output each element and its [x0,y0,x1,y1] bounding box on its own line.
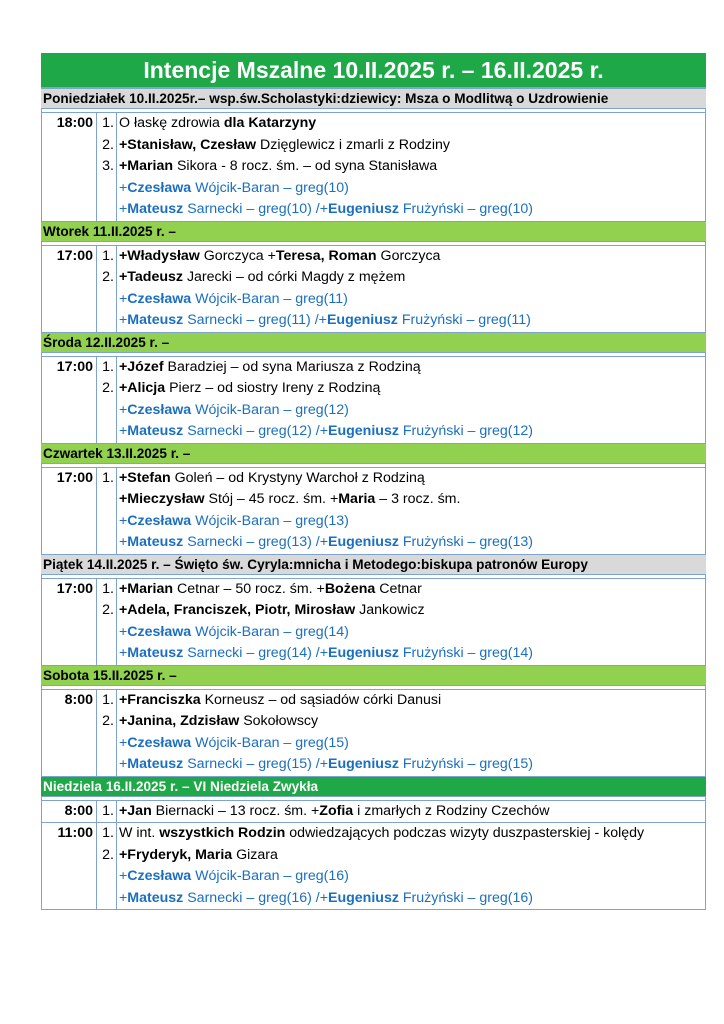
intention-row [42,289,705,311]
intention-text [117,622,705,644]
intention-name: Czesława [127,179,192,196]
intention-fragment: W int. [119,825,160,841]
intention-fragment: Gorczyca [376,247,441,264]
day-section [42,665,705,776]
intention-fragment: + [119,401,128,418]
intention-fragment: Jankowicz [355,602,425,618]
intention-fragment: Wójcik-Baran – greg(15) [191,734,349,751]
intention-number [97,400,117,422]
intention-name: Mateusz [127,534,184,550]
intention-text [117,156,705,178]
intention-name: Eugeniusz [326,312,398,328]
intention-name: +Adela, Franciszek, Piotr, Mirosław [119,602,356,618]
intention-number: 2. [97,378,117,400]
mass-time: 8:00 [42,690,97,712]
intention-name: +Stanisław, Czesław [119,136,257,153]
intention-number: 1. [97,113,117,135]
intention-text [117,754,705,776]
day-section [42,88,705,221]
intention-fragment: Wójcik-Baran – greg(12) [191,401,349,418]
intention-fragment: + [119,734,128,751]
day-section [42,443,705,554]
intention-name: Eugeniusz [328,423,399,439]
mass-time [42,866,97,888]
intention-fragment: Jarecki – od córki Magdy z mężem [183,269,406,285]
intention-fragment: Sarnecki – greg(11) /+ [183,312,327,328]
mass-time: 17:00 [42,357,97,379]
intention-fragment: + [119,868,128,884]
intention-fragment: Pierz – od siostry Ireny z Rodziną [165,380,381,396]
intention-number [97,511,117,533]
intention-text [117,199,705,221]
mass-time [42,643,97,665]
intention-text [117,135,705,157]
day-header: Sobota 15.II.2025 r. – [41,665,706,686]
intention-fragment: Gizara [232,846,278,863]
intention-row [42,823,705,845]
intention-text [117,845,705,867]
intention-name: +Jan [119,802,152,819]
mass-time [42,199,97,221]
mass-time [42,400,97,422]
intention-name: +Marian [119,158,174,174]
mass-block [42,245,705,332]
mass-time [42,135,97,157]
intention-fragment: Frużyński – greg(11) [397,312,531,328]
intention-row [42,400,705,422]
mass-block [42,356,705,443]
intention-name: Mateusz [127,889,184,906]
intention-row [42,845,705,867]
mass-time [42,156,97,178]
intention-row [42,532,705,554]
intention-name: Eugeniusz [328,645,399,661]
intention-fragment: Frużyński – greg(13) [398,534,533,550]
intention-row [42,888,705,910]
intention-name: +Józef [119,358,164,375]
intention-fragment: Gorczyca + [199,247,276,264]
mass-time: 18:00 [42,113,97,135]
intention-text [117,378,705,400]
intention-fragment: + [119,512,128,529]
mass-time: 17:00 [42,468,97,490]
mass-time: 17:00 [42,579,97,601]
intention-row [42,866,705,888]
mass-time [42,267,97,289]
intention-fragment: + [119,889,128,906]
intention-fragment: Baradziej – od syna Mariusza z Rodziną [163,358,421,375]
intention-row [42,156,705,178]
intention-row [42,801,705,823]
intention-number [97,532,117,554]
intention-fragment: Wójcik-Baran – greg(13) [191,512,349,529]
intention-fragment: Wójcik-Baran – greg(10) [191,179,349,196]
days-list [42,88,705,909]
mass-time [42,888,97,910]
intention-row [42,113,705,135]
intention-text [117,400,705,422]
intention-number: 2. [97,267,117,289]
intention-text [117,888,705,910]
intention-text [117,866,705,888]
mass-time: 17:00 [42,246,97,268]
day-header: Piątek 14.II.2025 r. – Święto św. Cyryla:mnicha i Metodego:biskupa patronów Europy [41,554,706,575]
day-section [42,776,705,910]
intention-row [42,246,705,268]
mass-time [42,711,97,733]
intention-fragment: Frużyński – greg(14) [398,645,533,661]
intention-name: Bożena [324,580,376,597]
intention-row [42,489,705,511]
intention-row [42,468,705,490]
intention-text [117,357,705,379]
intention-fragment: O łaskę zdrowia [119,115,224,131]
intention-row [42,199,705,221]
intention-fragment: Goleń – od Krystyny Warchoł z Rodziną [170,469,425,486]
intention-name: Mateusz [127,201,184,217]
intention-name: Eugeniusz [328,756,399,772]
intention-text [117,733,705,755]
intention-fragment: + [119,423,128,439]
intention-fragment: + [119,201,128,217]
intention-fragment: Sikora - 8 rocz. śm. – od syna Stanisława [173,158,438,174]
intention-number [97,733,117,755]
intention-name: Zofia [319,802,354,819]
intention-number [97,866,117,888]
intention-name: Eugeniusz [328,534,399,550]
day-header: Czwartek 13.II.2025 r. – [41,443,706,464]
day-header: Wtorek 11.II.2025 r. – [41,221,706,242]
intention-number: 1. [97,468,117,490]
intention-name: Mateusz [127,423,184,439]
mass-time [42,511,97,533]
intention-row [42,600,705,622]
intention-fragment: Frużyński – greg(12) [398,423,533,439]
intention-number [97,310,117,332]
intention-fragment: + [119,756,128,772]
intention-name: +Stefan [119,469,171,486]
intention-text [117,178,705,200]
intention-number [97,489,117,511]
intention-number: 1. [97,823,117,845]
intention-fragment: Sokołowscy [239,713,319,729]
intention-text [117,579,705,601]
intention-name: Teresa, Roman [275,247,377,264]
intention-text [117,690,705,712]
intention-number: 2. [97,600,117,622]
intention-fragment: + [119,534,128,550]
intention-row [42,643,705,665]
mass-block [42,689,705,776]
intention-fragment: + [119,179,128,196]
day-section [42,221,705,332]
intention-number: 2. [97,845,117,867]
intention-fragment: Sarnecki – greg(13) /+ [183,534,328,550]
intention-fragment: + [119,623,128,640]
intention-text [117,489,705,511]
intention-text [117,643,705,665]
intention-fragment: + [119,312,128,328]
intention-row [42,511,705,533]
intention-fragment: Biernacki – 13 rocz. śm. + [151,802,320,819]
intention-fragment: Wójcik-Baran – greg(16) [191,868,349,884]
intention-name: +Alicja [119,380,166,396]
intention-row [42,135,705,157]
intention-name: +Fryderyk, Maria [119,846,233,863]
intention-number [97,754,117,776]
intention-number: 2. [97,711,117,733]
day-section [42,554,705,665]
intention-number [97,178,117,200]
intention-name: Maria [338,491,376,507]
intention-number: 1. [97,579,117,601]
intention-text [117,823,705,845]
day-header: Poniedziałek 10.II.2025r.– wsp.św.Scholastyki:dziewicy: Msza o Modlitwą o Uzdrowienie [41,88,706,109]
intention-row [42,711,705,733]
mass-time [42,289,97,311]
mass-time [42,378,97,400]
intention-number [97,888,117,910]
intention-number: 1. [97,246,117,268]
intention-number [97,421,117,443]
intention-fragment: Stój – 45 rocz. śm. + [204,491,339,507]
intention-name: +Marian [119,580,174,597]
intention-row [42,310,705,332]
intention-name: +Janina, Zdzisław [119,713,240,729]
intention-row [42,178,705,200]
mass-block [42,112,705,221]
intention-fragment: odwiedzających podczas wizyty duszpasterskiej - kolędy [285,825,645,841]
intention-fragment: + [119,645,128,661]
mass-time [42,489,97,511]
intention-text [117,246,705,268]
intention-text [117,468,705,490]
intention-number [97,622,117,644]
mass-time [42,178,97,200]
intention-fragment: Sarnecki – greg(15) /+ [183,756,328,772]
intention-row [42,378,705,400]
intention-text [117,310,705,332]
mass-time [42,622,97,644]
intention-name: dla Katarzyny [223,115,317,131]
intention-number: 2. [97,135,117,157]
mass-block [42,578,705,665]
mass-time: 11:00 [42,823,97,845]
intentions-sheet [41,53,706,910]
intention-name: +Mieczysław [119,491,205,507]
intention-text [117,600,705,622]
intention-name: Mateusz [127,645,184,661]
intention-text [117,113,705,135]
intention-number: 3. [97,156,117,178]
intention-fragment: Wójcik-Baran – greg(14) [191,623,349,640]
day-header: Niedziela 16.II.2025 r. – VI Niedziela Zwykła [41,776,706,797]
intention-fragment: – 3 rocz. śm. [375,491,461,507]
intention-fragment: i zmarłych z Rodziny Czechów [353,802,550,819]
intention-row [42,690,705,712]
intention-name: +Władysław [119,247,200,264]
mass-time [42,754,97,776]
intention-number: 1. [97,357,117,379]
intention-text [117,711,705,733]
intention-name: Mateusz [127,756,184,772]
day-header: Środa 12.II.2025 r. – [41,332,706,353]
intention-fragment: Sarnecki – greg(14) /+ [183,645,328,661]
intention-name: +Franciszka [119,691,201,708]
intention-name: Eugeniusz [328,201,399,217]
intention-text [117,421,705,443]
mass-time [42,310,97,332]
intention-number [97,289,117,311]
intention-row [42,754,705,776]
intention-number: 1. [97,690,117,712]
intention-name: Czesława [127,290,192,307]
intention-fragment: Wójcik-Baran – greg(11) [191,290,348,307]
intention-fragment: Cetnar – 50 rocz. śm. + [173,580,325,597]
intention-fragment: Sarnecki – greg(16) /+ [183,889,328,906]
intention-text [117,511,705,533]
intention-name: Czesława [127,401,192,418]
intention-fragment: Frużyński – greg(15) [398,756,533,772]
intention-fragment: Dzięglewicz i zmarli z Rodziny [256,136,451,153]
page-title: Intencje Mszalne 10.II.2025 r. – 16.II.2025 r. [41,53,706,88]
intention-row [42,622,705,644]
intention-row [42,579,705,601]
intention-name: Eugeniusz [328,889,399,906]
intention-fragment: Cetnar [375,580,422,597]
intention-name: Mateusz [127,312,184,328]
mass-time [42,733,97,755]
intention-text [117,289,705,311]
intention-fragment: Sarnecki – greg(12) /+ [183,423,328,439]
intention-fragment: Frużyński – greg(16) [398,889,533,906]
mass-block [42,822,705,909]
intention-text [117,801,705,823]
mass-time [42,532,97,554]
intention-fragment: Frużyński – greg(10) [398,201,533,217]
intention-row [42,267,705,289]
mass-time: 8:00 [42,801,97,823]
intention-fragment: Sarnecki – greg(10) /+ [183,201,328,217]
intention-fragment: Korneusz – od sąsiadów córki Danusi [200,691,442,708]
intention-text [117,532,705,554]
mass-block [42,800,705,823]
intention-number: 1. [97,801,117,823]
intention-name: Czesława [127,512,192,529]
intention-row [42,733,705,755]
day-section [42,332,705,443]
intention-name: Czesława [127,623,192,640]
intention-row [42,421,705,443]
intention-name: wszystkich Rodzin [159,825,286,841]
intention-text [117,267,705,289]
intention-row [42,357,705,379]
intention-fragment: + [119,290,128,307]
mass-time [42,421,97,443]
intention-number [97,199,117,221]
intention-name: +Tadeusz [119,269,183,285]
mass-block [42,467,705,554]
mass-time [42,600,97,622]
intention-name: Czesława [127,734,192,751]
intention-name: Czesława [127,868,192,884]
mass-time [42,845,97,867]
intention-number [97,643,117,665]
